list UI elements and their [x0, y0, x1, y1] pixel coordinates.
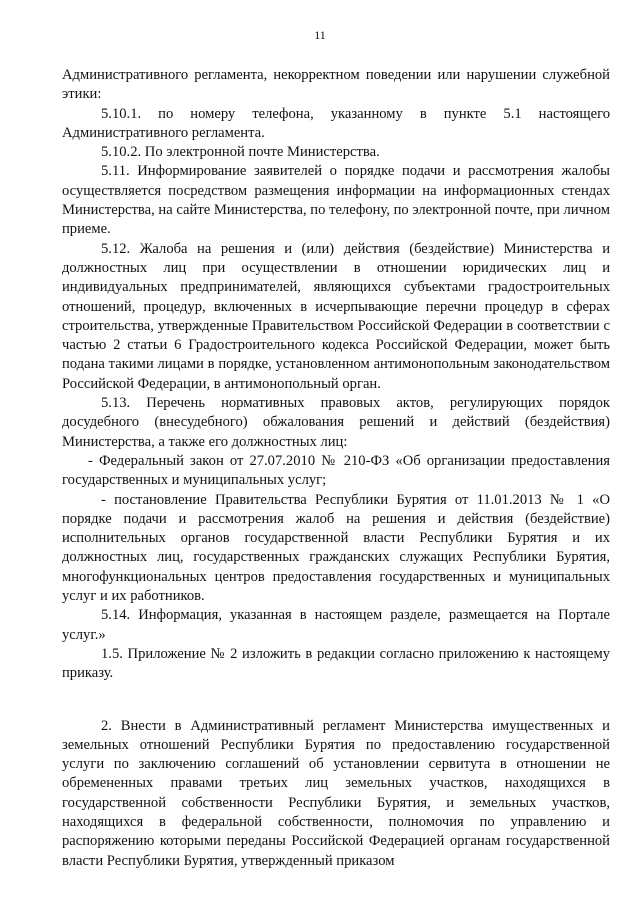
paragraph-5-11: 5.11. Информирование заявителей о порядке подачи и рассмотрения жалобы осуществляется посредством размещения информации на информационных стендах Министерства, на сайте Министерства, по телефону, по электронной почте, при личном приеме. [62, 163, 610, 238]
paragraph-1-5: 1.5. Приложение № 2 изложить в редакции согласно приложению к настоящему приказу. [62, 645, 610, 682]
page-number: 11 [314, 28, 326, 42]
paragraph-5-13: 5.13. Перечень нормативных правовых актов, регулирующих порядок досудебного (внесудебного) обжалования решений и действий (бездействия) Министерства, а также его должностных лиц: [62, 395, 610, 450]
paragraph-5-12: 5.12. Жалоба на решения и (или) действия (бездействие) Министерства и должностных лиц при осуществлении в отношении юридических лиц и индивидуальных предпринимателей, являющихся субъектами градостроительных отношений, процедур, включенных в исчерпывающие перечни процедур в сферах строительства, утвержденные Правительством Российской Федерации в соответствии с частью 2 статьи 6 Градостроительного кодекса Российской Федерации, может быть подана такими лицами в порядке, установленном антимонопольным законодательством Российской Федерации, в антимонопольный орган. [62, 240, 610, 392]
paragraph-5-14: 5.14. Информация, указанная в настоящем разделе, размещается на Портале услуг.» [62, 607, 610, 643]
list-item-federal-law: - Федеральный закон от 27.07.2010 № 210-ФЗ «Об организации предоставления государственных и муниципальных услуг; [62, 452, 610, 489]
paragraph-continuation: Административного регламента, некорректном поведении или нарушении служебной этики: [62, 67, 610, 103]
paragraph-5-10-2: 5.10.2. По электронной почте Министерства. [101, 144, 380, 161]
document-body [62, 66, 610, 871]
paragraph-5-10-1: 5.10.1. по номеру телефона, указанному в пункте 5.1 настоящего Административного регламента. [62, 105, 610, 141]
list-item-resolution: - постановление Правительства Республики Бурятия от 11.01.2013 № 1 «О порядке подачи и рассмотрения жалоб на решения и действия (бездействие) исполнительных органов государственной власти Республики Бурятия и их должностных лиц, государственных гражданских служащих Республики Бурятия, многофункциональных центров предоставления государственных и муниципальных услуг и их работников. [62, 491, 610, 605]
paragraph-2: 2. Внести в Административный регламент Министерства имущественных и земельных отношений Республики Бурятия по предоставлению государственной услуги по заключению соглашений об установлении сервитута в отношении не обремененных правами третьих лиц земельных участков, находящихся в государственной собственности Республики Бурятия, и земельных участков, находящихся в федеральной собственности, полномочия по управлению и распоряжению которыми переданы Российской Федерацией органам государственной власти Республики Бурятия, утвержденный приказом [62, 717, 610, 869]
